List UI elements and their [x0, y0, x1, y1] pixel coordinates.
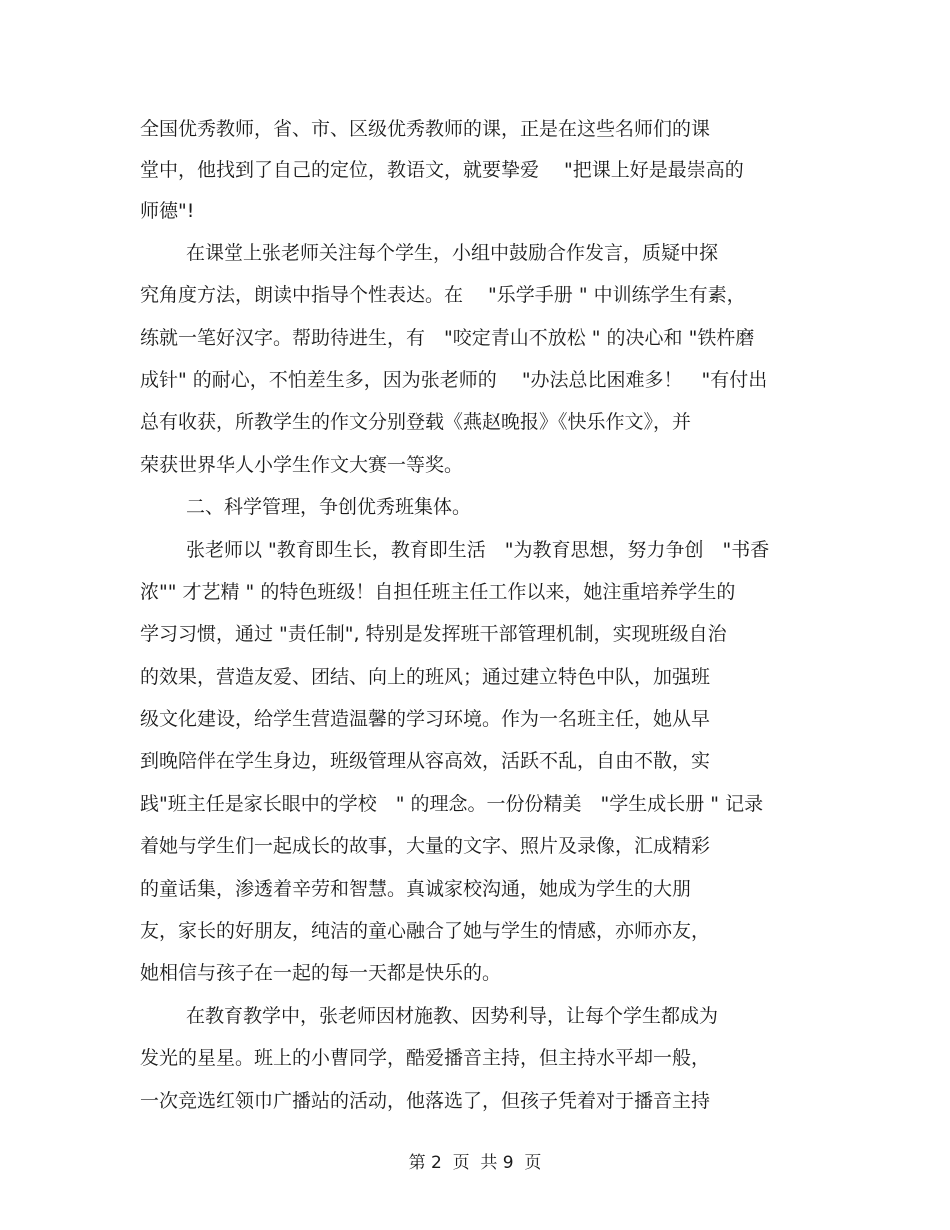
text-line: 到晚陪伴在学生身边，班级管理从容高效，活跃不乱，自由不散，实 [140, 750, 711, 772]
text-line: 练就一笔好汉字。帮助待进生，有 "咬定青山不放松 " 的决心和 "铁杵磨 [140, 327, 755, 349]
text-line: 全国优秀教师，省、市、区级优秀教师的课，正是在这些名师们的课 [140, 118, 711, 140]
section-heading: 二、科学管理，争创优秀班集体。 [186, 496, 472, 518]
text-line: 学习习惯，通过 "责任制", 特别是发挥班干部管理机制，实现班级自治 [140, 623, 727, 645]
text-line: 的效果，营造友爱、团结、向上的班风；通过建立特色中队，加强班 [140, 666, 711, 688]
text-line: 在课堂上张老师关注每个学生，小组中鼓励合作发言，质疑中探 [186, 242, 719, 264]
text-line: 的童话集，渗透着辛劳和智慧。真诚家校沟通，她成为学生的大朋 [140, 878, 692, 900]
text-line: 践"班主任是家长眼中的学校 " 的理念。一份份精美 "学生成长册 " 记录 [140, 793, 764, 815]
text-line: 究角度方法，朗读中指导个性表达。在 "乐学手册 " 中训练学生有素， [140, 284, 746, 306]
text-line: 总有收获，所教学生的作文分别登载《燕赵晚报》《快乐作文》，并 [140, 411, 692, 433]
text-line: 友，家长的好朋友，纯洁的童心融合了她与学生的情感，亦师亦友， [140, 920, 711, 942]
text-line: 荣获世界华人小学生作文大赛一等奖。 [140, 454, 464, 476]
text-line: 一次竞选红领巾广播站的活动，他落选了，但孩子凭着对于播音主持 [140, 1090, 711, 1112]
text-line: 着她与学生们一起成长的故事，大量的文字、照片及录像，汇成精彩 [140, 835, 711, 857]
text-line: 张老师以 "教育即生长，教育即生活 "为教育思想，努力争创 "书香 [186, 539, 770, 561]
text-line: 级文化建设，给学生营造温馨的学习环境。作为一名班主任，她从早 [140, 708, 711, 730]
text-line: 师德"! [140, 200, 195, 222]
text-line: 她相信与孩子在一起的每一天都是快乐的。 [140, 962, 502, 984]
page-number-footer: 第 2 页 共 9 页 [408, 1153, 542, 1173]
text-line: 成针" 的耐心，不怕差生多，因为张老师的 "办法总比困难多！ "有付出 [140, 369, 768, 391]
text-line: 发光的星星。班上的小曹同学，酷爱播音主持，但主持水平却一般， [140, 1047, 711, 1069]
text-line: 堂中，他找到了自己的定位，教语文，就要挚爱 "把课上好是最崇高的 [140, 159, 744, 181]
text-line: 在教育教学中，张老师因材施教、因势利导，让每个学生都成为 [186, 1005, 719, 1027]
text-line: 浓"" 才艺精 " 的特色班级！自担任班主任工作以来，她注重培养学生的 [140, 581, 736, 603]
